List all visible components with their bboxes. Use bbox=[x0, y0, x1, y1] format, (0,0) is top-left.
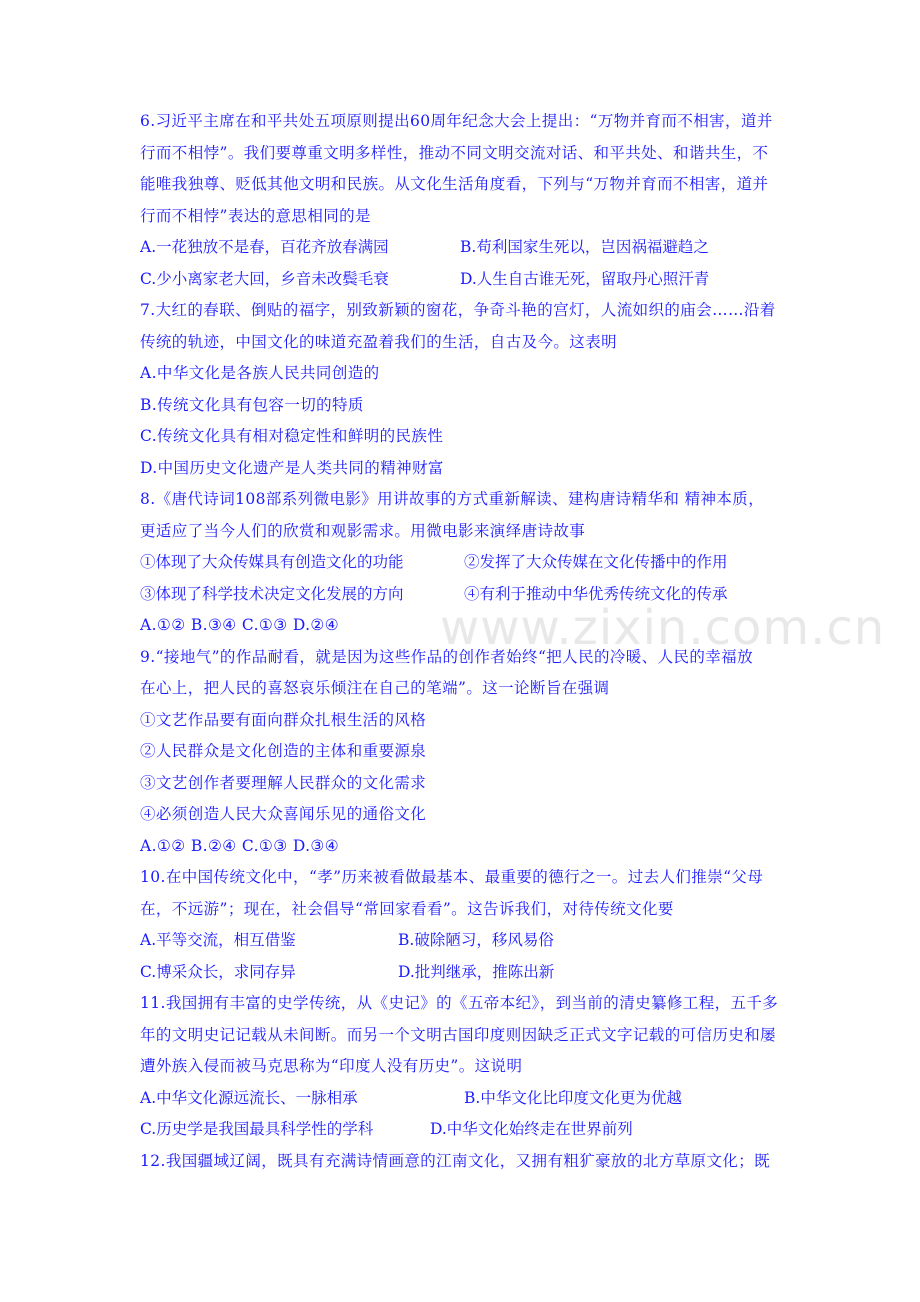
option-left: C.历史学是我国最具科学性的学科 bbox=[140, 1120, 374, 1138]
text-line: 6.习近平主席在和平共处五项原则提出60周年纪念大会上提出：“万物并育而不相害，道并 bbox=[140, 112, 773, 130]
text-line: 8.《唐代诗词108部系列微电影》用讲故事的方式重新解读、建构唐诗精华和 精神本质， bbox=[140, 490, 765, 508]
text-line bbox=[140, 1119, 790, 1139]
text-line bbox=[140, 269, 790, 289]
option-left: A.一花独放不是春，百花齐放春满园 bbox=[140, 238, 389, 256]
text-line: A.中华文化是各族人民共同创造的 bbox=[140, 364, 380, 382]
option-left: C.博采众长，求同存异 bbox=[140, 963, 296, 981]
option-left: A.平等交流，相互借鉴 bbox=[140, 931, 296, 949]
text-line bbox=[140, 962, 790, 982]
option-left: C.少小离家老大回，乡音未改鬓毛衰 bbox=[140, 270, 389, 288]
text-line bbox=[140, 584, 790, 604]
text-line: 行而不相悖”。我们要尊重文明多样性，推动不同文明交流对话、和平共处、和谐共生，不 bbox=[140, 144, 769, 162]
text-line: A.①② B.②④ C.①③ D.③④ bbox=[140, 837, 340, 855]
text-line: ③文艺创作者要理解人民群众的文化需求 bbox=[140, 774, 427, 792]
text-line bbox=[140, 930, 790, 950]
text-line: 12.我国疆域辽阔，既具有充满诗情画意的江南文化，又拥有粗犷豪放的北方草原文化；既 bbox=[140, 1152, 771, 1170]
text-line: 在心上，把人民的喜怒哀乐倾注在自己的笔端”。这一论断旨在强调 bbox=[140, 679, 610, 697]
text-line: 在，不远游”；现在，社会倡导“常回家看看”。这告诉我们，对待传统文化要 bbox=[140, 900, 674, 918]
text-line: 10.在中国传统文化中，“孝”历来被看做最基本、最重要的德行之一。过去人们推崇“父母 bbox=[140, 868, 764, 886]
text-line bbox=[140, 552, 790, 572]
text-line: ①文艺作品要有面向群众扎根生活的风格 bbox=[140, 711, 427, 729]
text-line: 能唯我独尊、贬低其他文明和民族。从文化生活角度看，下列与“万物并育而不相害，道并 bbox=[140, 175, 769, 193]
text-line: A.①② B.③④ C.①③ D.②④ bbox=[140, 616, 340, 634]
text-line: 年的文明史记记载从未间断。而另一个文明古国印度则因缺乏正式文字记载的可信历史和屡 bbox=[140, 1026, 777, 1044]
option-right: D.人生自古谁无死，留取丹心照汗青 bbox=[460, 270, 710, 288]
option-left: A.中华文化源远流长、一脉相承 bbox=[140, 1089, 358, 1107]
option-right: D.批判继承，推陈出新 bbox=[398, 963, 555, 981]
text-line: 11.我国拥有丰富的史学传统，从《史记》的《五帝本纪》，到当前的清史纂修工程，五千多 bbox=[140, 994, 779, 1012]
text-line: ④必须创造人民大众喜闻乐见的通俗文化 bbox=[140, 805, 427, 823]
text-line: 7.大红的春联、倒贴的福字，别致新颖的窗花，争奇斗艳的宫灯，人流如织的庙会……沿着 bbox=[140, 301, 776, 319]
text-line: ②人民群众是文化创造的主体和重要源泉 bbox=[140, 742, 427, 760]
text-line bbox=[140, 237, 790, 257]
text-line: 更适应了当今人们的欣赏和观影需求。用微电影来演绎唐诗故事 bbox=[140, 522, 586, 540]
text-line: D.中国历史文化遗产是人类共同的精神财富 bbox=[140, 459, 444, 477]
watermark: www.zixin.com.cn bbox=[440, 600, 886, 656]
option-right: B.中华文化比印度文化更为优越 bbox=[464, 1089, 682, 1107]
option-right: ④有利于推动中华优秀传统文化的传承 bbox=[464, 585, 728, 603]
option-left: ①体现了大众传媒具有创造文化的功能 bbox=[140, 553, 404, 571]
text-line: C.传统文化具有相对稳定性和鲜明的民族性 bbox=[140, 427, 444, 445]
text-line: 9.“接地气”的作品耐看，就是因为这些作品的创作者始终“把人民的冷暖、人民的幸福放 bbox=[140, 648, 753, 666]
option-right: ②发挥了大众传媒在文化传播中的作用 bbox=[464, 553, 728, 571]
text-line bbox=[140, 1088, 790, 1108]
option-right: B.破除陋习，移风易俗 bbox=[398, 931, 554, 949]
text-line: B.传统文化具有包容一切的特质 bbox=[140, 396, 364, 414]
option-right: D.中华文化始终走在世界前列 bbox=[430, 1120, 633, 1138]
text-line: 行而不相悖”表达的意思相同的是 bbox=[140, 207, 371, 225]
option-right: B.苟利国家生死以，岂因祸福避趋之 bbox=[460, 238, 709, 256]
option-left: ③体现了科学技术决定文化发展的方向 bbox=[140, 585, 404, 603]
text-line: 遭外族入侵而被马克思称为“印度人没有历史”。这说明 bbox=[140, 1057, 523, 1075]
text-line: 传统的轨迹，中国文化的味道充盈着我们的生活，自古及今。这表明 bbox=[140, 333, 618, 351]
